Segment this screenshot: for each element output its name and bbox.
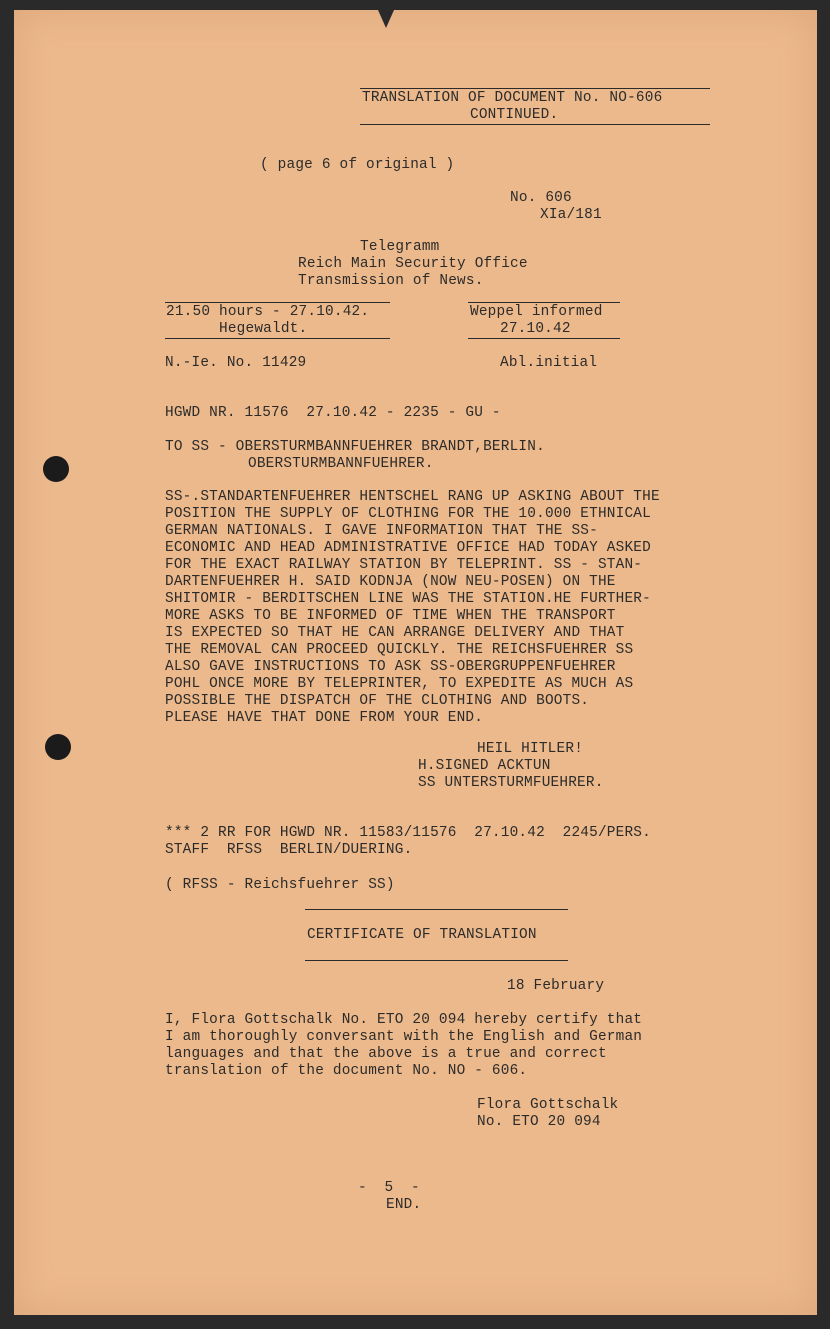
telegram-office: Reich Main Security Office — [298, 256, 528, 272]
body-line: POSSIBLE THE DISPATCH OF THE CLOTHING AND BOOTS. — [165, 693, 590, 709]
message-number: N.-Ie. No. 11429 — [165, 355, 307, 371]
header-bottom-rule — [360, 124, 710, 125]
body-line: DARTENFUEHRER H. SAID KODNJA (NOW NEU-POSEN) ON THE — [165, 574, 616, 590]
certificate-line: languages and that the above is a true and correct — [165, 1046, 607, 1062]
routing-time: 21.50 hours - 27.10.42. — [166, 304, 370, 320]
punch-hole — [45, 734, 71, 760]
certificate-title: CERTIFICATE OF TRANSLATION — [307, 927, 537, 943]
body-line: POSITION THE SUPPLY OF CLOTHING FOR THE 10.000 ETHNICAL — [165, 506, 651, 522]
body-line: PLEASE HAVE THAT DONE FROM YOUR END. — [165, 710, 484, 726]
translator-number: No. ETO 20 094 — [477, 1114, 601, 1130]
punch-hole — [43, 456, 69, 482]
closing-salute: HEIL HITLER! — [477, 741, 584, 757]
routing-right-bottom-rule — [468, 338, 620, 339]
rfss-note: ( RFSS - Reichsfuehrer SS) — [165, 877, 395, 893]
header-top-rule — [360, 88, 710, 89]
body-line: SS-.STANDARTENFUEHRER HENTSCHEL RANG UP ASKING ABOUT THE — [165, 489, 660, 505]
abl-initial: Abl.initial — [500, 355, 598, 371]
body-line: THE REMOVAL CAN PROCEED QUICKLY. THE REICHSFUEHRER SS — [165, 642, 634, 658]
body-line: FOR THE EXACT RAILWAY STATION BY TELEPRINT. SS - STAN- — [165, 557, 643, 573]
routing-left-top-rule — [165, 302, 390, 303]
certificate-line: I am thoroughly conversant with the English and German — [165, 1029, 643, 1045]
page-number: - 5 - — [358, 1180, 420, 1196]
body-line: ECONOMIC AND HEAD ADMINISTRATIVE OFFICE HAD TODAY ASKED — [165, 540, 651, 556]
certificate-top-rule — [305, 909, 568, 910]
end-mark: END. — [386, 1197, 422, 1213]
routing-left-bottom-rule — [165, 338, 390, 339]
header-continued: CONTINUED. — [470, 107, 559, 123]
body-line: ALSO GAVE INSTRUCTIONS TO ASK SS-OBERGRUPPENFUEHRER — [165, 659, 616, 675]
page-note: ( page 6 of original ) — [260, 157, 455, 173]
body-line: SHITOMIR - BERDITSCHEN LINE WAS THE STATION.HE FURTHER- — [165, 591, 651, 607]
transmission-line-2: STAFF RFSS BERLIN/DUERING. — [165, 842, 413, 858]
body-line: MORE ASKS TO BE INFORMED OF TIME WHEN THE TRANSPORT — [165, 608, 616, 624]
body-line: IS EXPECTED SO THAT HE CAN ARRANGE DELIVERY AND THAT — [165, 625, 625, 641]
certificate-bottom-rule — [305, 960, 568, 961]
body-line: GERMAN NATIONALS. I GAVE INFORMATION THAT THE SS- — [165, 523, 598, 539]
routing-place: Hegewaldt. — [219, 321, 308, 337]
header-title: TRANSLATION OF DOCUMENT No. NO-606 — [362, 90, 663, 106]
addressee-line-1: TO SS - OBERSTURMBANNFUEHRER BRANDT,BERLIN. — [165, 439, 545, 455]
document-reference: XIa/181 — [540, 207, 602, 223]
certificate-date: 18 February — [507, 978, 605, 994]
addressee-line-2: OBERSTURMBANNFUEHRER. — [248, 456, 434, 472]
hgwd-line: HGWD NR. 11576 27.10.42 - 2235 - GU - — [165, 405, 501, 421]
signed-by: H.SIGNED ACKTUN — [418, 758, 551, 774]
document-number: No. 606 — [510, 190, 572, 206]
signer-rank: SS UNTERSTURMFUEHRER. — [418, 775, 604, 791]
certificate-line: I, Flora Gottschalk No. ETO 20 094 hereby certify that — [165, 1012, 643, 1028]
certificate-line: translation of the document No. NO - 606. — [165, 1063, 528, 1079]
page-notch — [378, 10, 394, 28]
routing-informed-date: 27.10.42 — [500, 321, 571, 337]
telegram-title: Telegramm — [360, 239, 440, 255]
transmission-line-1: *** 2 RR FOR HGWD NR. 11583/11576 27.10.42 2245/PERS. — [165, 825, 651, 841]
routing-right-top-rule — [468, 302, 620, 303]
translator-name: Flora Gottschalk — [477, 1097, 619, 1113]
telegram-service: Transmission of News. — [298, 273, 484, 289]
body-line: POHL ONCE MORE BY TELEPRINTER, TO EXPEDITE AS MUCH AS — [165, 676, 634, 692]
routing-informed: Weppel informed — [470, 304, 603, 320]
